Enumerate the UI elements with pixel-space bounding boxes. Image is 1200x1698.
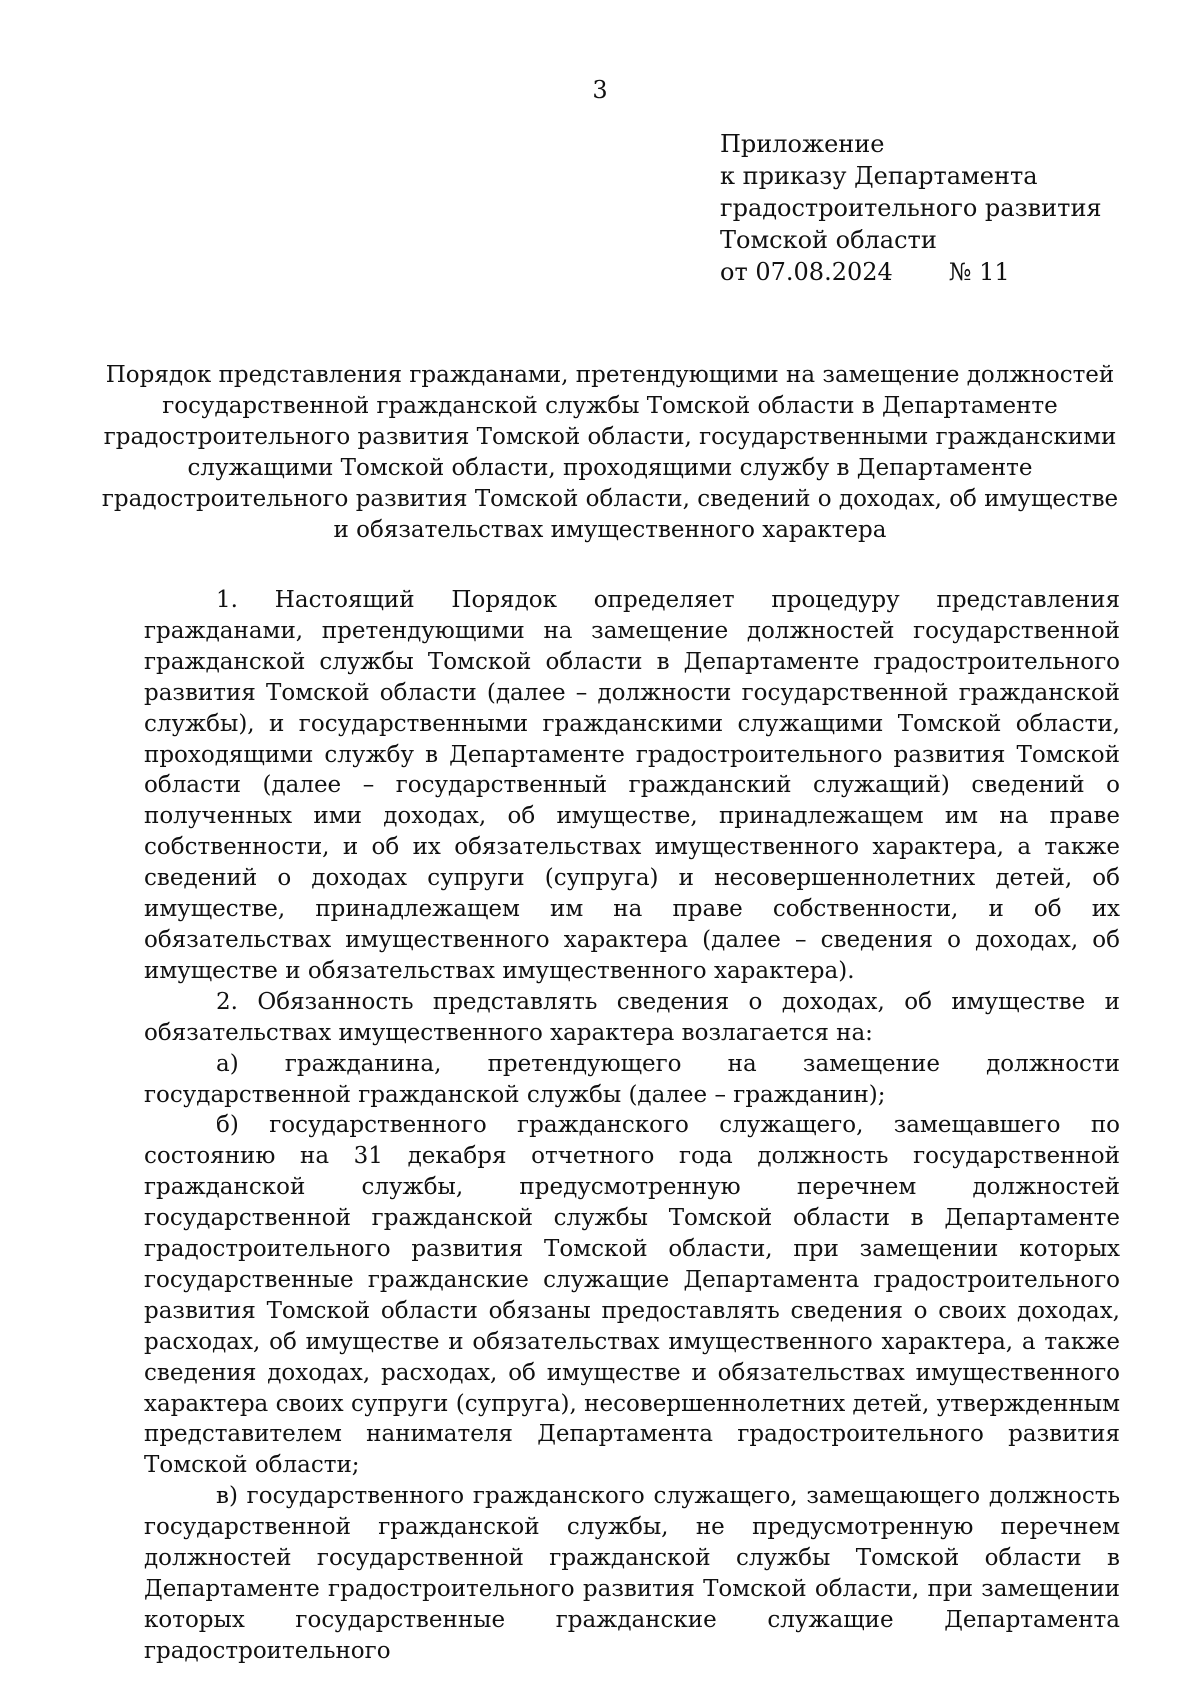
annex-line-4: Томской области (720, 226, 937, 254)
page-number: 3 (592, 76, 608, 104)
paragraph-2b: б) государственного гражданского служащего, замещавшего по состоянию на 31 декабря отчетного года должность государственной гражданской службы, предусмотренную перечнем должностей государственной гражданской службы Томской области в Департаменте градостроительного развития Томской области, при замещении которых государственные гражданские служащие Департамента градостроительного развития Томской области обязаны предоставлять сведения о своих доходах, расходах, об имуществе и обязательствах имущественного характера, а также сведения доходах, расходах, об имуществе и обязательствах имущественного характера своих супруги (супруга), несовершеннолетних детей, утвержденным представителем нанимателя Департамента градостроительного развития Томской области; (144, 1112, 1120, 1479)
annex-number: № 11 (948, 258, 1010, 286)
annex-date-line (720, 256, 1102, 288)
annex-line-1: Приложение (720, 130, 885, 158)
annex-date: от 07.08.2024 (720, 258, 893, 286)
annex-header (720, 128, 1102, 288)
paragraph-1: 1. Настоящий Порядок определяет процедуру представления гражданами, претендующими на замещение должностей государственной гражданской службы Томской области в Департаменте градостроительного развития Томской области (далее – должности государственной гражданской службы), и государственными гражданскими служащими Томской области, проходящими службу в Департаменте градостроительного развития Томской области (далее – государственный гражданский служащий) сведений о полученных ими доходах, об имуществе, принадлежащем им на праве собственности, и об их обязательствах имущественного характера, а также сведений о доходах супруги (супруга) и несовершеннолетних детей, об имуществе, принадлежащем им на праве собственности, и об их обязательствах имущественного характера (далее – сведения о доходах, об имуществе и обязательствах имущественного характера). (144, 587, 1120, 984)
paragraph-2a: а) гражданина, претендующего на замещение должности государственной гражданской службы (далее – гражданин); (144, 1050, 1120, 1108)
document-body (144, 585, 1120, 1667)
annex-line-2: к приказу Департамента (720, 162, 1038, 190)
annex-line-3: градостроительного развития (720, 194, 1102, 222)
paragraph-2: 2. Обязанность представлять сведения о доходах, об имуществе и обязательствах имущественного характера возлагается на: (144, 988, 1120, 1046)
paragraph-2c: в) государственного гражданского служащего, замещающего должность государственной гражданской службы, не предусмотренную перечнем должностей государственной гражданской службы Томской области в Департаменте градостроительного развития Томской области, при замещении которых государственные гражданские служащие Департамента градостроительного (144, 1483, 1120, 1664)
document-title: Порядок представления гражданами, претендующими на замещение должностей государственной гражданской службы Томской области в Департаменте градостроительного развития Томской области, государственными гражданскими служащими Томской области, проходящими службу в Департаменте градостроительного развития Томской области, сведений о доходах, об имуществе и обязательствах имущественного характера (101, 362, 1119, 543)
